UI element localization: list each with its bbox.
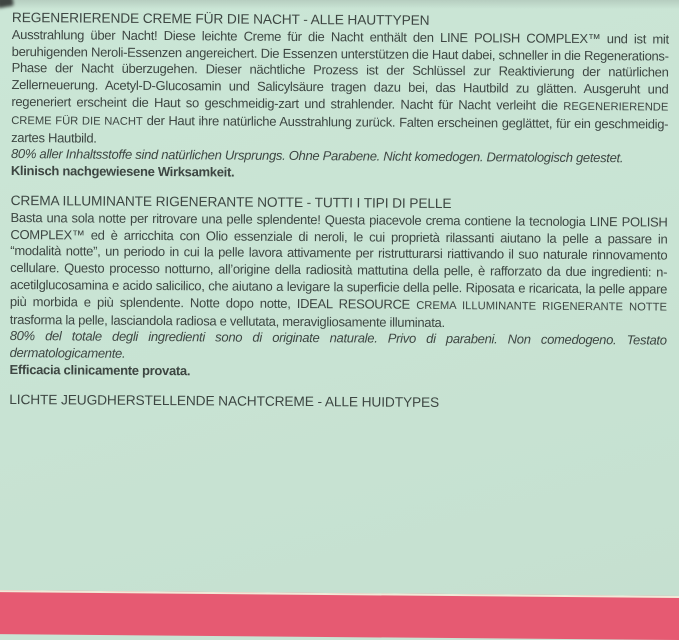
photo-corner-artifact bbox=[0, 0, 14, 8]
italian-body bbox=[10, 210, 668, 333]
german-body bbox=[11, 27, 669, 151]
dutch-heading: LICHTE JEUGDHERSTELLENDE NACHTCREME - ALLE HUIDTYPES bbox=[9, 391, 440, 410]
section-dutch bbox=[9, 392, 666, 413]
italian-heading: CREMA ILLUMINANTE RIGENERANTE NOTTE - TUTTI I TIPI DI PELLE bbox=[10, 192, 452, 212]
body-text: trasforma la pelle, lasciandola radiosa e vellutata, meravigliosamente illuminata. bbox=[9, 311, 445, 330]
body-text: der Haut ihre natürliche Ausstrahlung zurück. Falten erscheinen geglättet, für ein geschmeidig-zartes Hautbild. bbox=[11, 112, 669, 146]
body-text: Basta una sola notte per ritrovare una pelle splendente! Questa piacevole crema contiene la tecnologia LINE POLISH COMPLEX™ ed è arricchita con Olio essenziale di neroli, le cui proprietà rilassanti aiutano la pelle a passare in “modalità notte”, un periodo in cui la pelle lavora attivamente per ristrutturarsi riattivando il suo naturale rinnovamento cellulare. Questo processo notturno, all’origine della radiosità mattutina della pelle, è rafforzato da due ingredienti: n-acetilglucosamina e acido salicilico, che aiutano a levigare la superficie della pelle. Riposata e ricaricata, la pelle appare più morbida e più splendente. Notte dopo notte, IDEAL RESOURCE bbox=[9, 209, 668, 312]
section-german bbox=[11, 10, 669, 185]
product-name-text: REGENERIERENDE CREME FÜR DIE NACHT bbox=[11, 100, 669, 128]
top-edge-shadow bbox=[0, 0, 679, 9]
product-name-text: CREMA ILLUMINANTE RIGENERANTE NOTTE bbox=[416, 299, 667, 314]
german-heading: REGENERIERENDE CREME FÜR DIE NACHT - ALLE HAUTTYPEN bbox=[11, 10, 430, 28]
section-italian bbox=[9, 193, 667, 383]
body-text: Ausstrahlung über Nacht! Diese leichte Creme für die Nacht enthält den LINE POLISH COMPLEX™ und ist mit beruhigenden Neroli-Essenzen angereichert. Die Essenzen unterstützen die Haut dabei, schneller in die Regenerations-Phase der Nacht überzugehen. Dieser nächtliche Prozess ist der Schlüssel zur Reaktivierung der natürlichen Zellerneuerung. Acetyl-D-Glucosamin und Salicylsäure tragen dazu bei, das Hautbild zu glätten. Ausgeruht und regeneriert erscheint die Haut so geschmeidig-zart und strahlender. Nacht für Nacht verleiht die bbox=[11, 26, 669, 113]
pink-bottom-stripe bbox=[0, 590, 679, 640]
italian-efficacy: Efficacia clinicamente provata. bbox=[9, 361, 191, 379]
german-efficacy: Klinisch nachgewiesene Wirksamkeit. bbox=[10, 163, 235, 180]
label-text-block bbox=[9, 10, 669, 426]
italian-claims: 80% del totale degli ingredienti sono di originate naturale. Privo di parabeni. Non comedogeno. Testato dermatologicamente. bbox=[9, 328, 667, 361]
german-claims: 80% aller Inhaltsstoffe sind natürlichen Ursprungs. Ohne Parabene. Nicht komedogen. Dermatologisch getestet. bbox=[10, 146, 624, 166]
